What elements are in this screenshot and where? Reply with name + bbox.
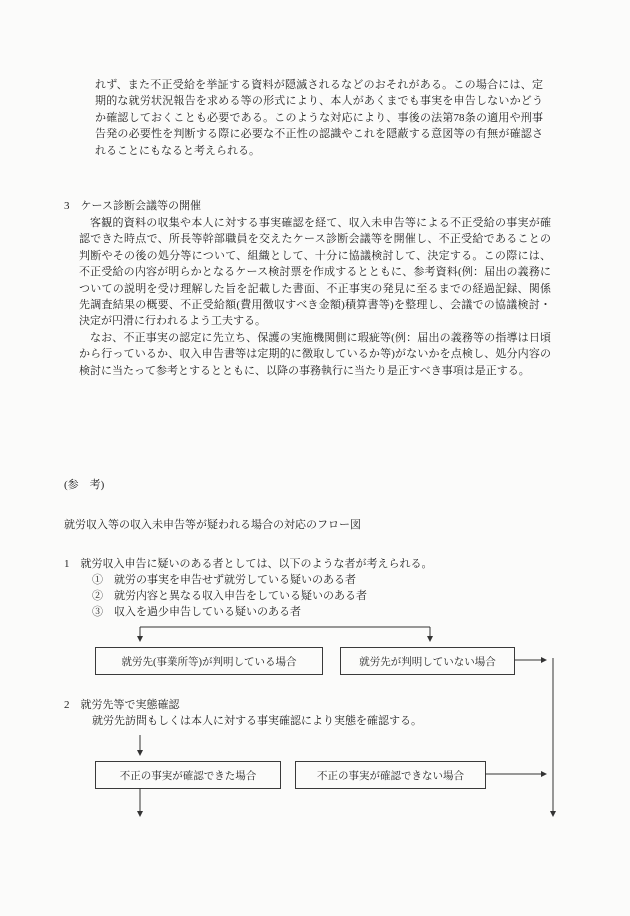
section3-paragraph-1: 客観的資料の収集や本人に対する事実確認を経て、収入未申告等による不正受給の事実が確認できた時点で、所長等幹部職員を交えたケース診断会議等を開催し、不正受給であることの判断やその後の処分等について、組織として、十分に協議検討して、決定する。この際には、不正受給の内容が明らかとなるケース検討票を作成するとともに、参考資料(例：届出の義務についての説明を受け理解した旨を記載した書面、不正事実の発見に至るまでの経過記録、関係先調査結果の概要、不正受給額(費用徴収すべき金額)積算書等)を整理し、会議での協議検討・決定が円滑に行われるよう工夫する。 [79,217,551,328]
continued-paragraph: れず、また不正受給を挙証する資料が隠滅されるなどのおそれがある。この場合には、定期的な就労状況報告を求める等の形式により、本人があくまでも事実を申告しないかどうか確認しておくことも必要である。このような対応により、事後の法第78条の適用や刑事告発の必要性を判断する際に必要な不正性の認識やこれを隠蔽する意図等の有無が確認されることにもなると考えられる。 [95,79,543,157]
flow-diagram-title: 就労収入等の収入未申告等が疑われる場合の対応のフロー図 [64,519,361,531]
section3-paragraph-2: なお、不正事実の認定に先立ち、保護の実施機関側に瑕疵等(例：届出の義務等の指導は日頃から行っているか、収入申告書等は定期的に徴取しているか等)がないかを点検し、処分内容の検討に当たって参考とするとともに、以降の事務執行に当たり是正すべき事項は是正する。 [79,331,551,377]
flow-box-employer-unknown: 就労先が判明していない場合 [340,647,515,675]
step2-heading: 2 就労先等で実態確認 [64,699,180,711]
flow-box-fraud-not-confirmed: 不正の事実が確認できない場合 [295,761,486,789]
step1-item-2: ② 就労内容と異なる収入申告をしている疑いのある者 [92,590,367,602]
step1-item-3: ③ 収入を過少申告している疑いのある者 [92,606,301,618]
section3-heading: 3 ケース診断会議等の開催 [64,200,201,212]
flow-box-fraud-confirmed: 不正の事実が確認できた場合 [95,761,281,789]
step2-body: 就労先訪問もしくは本人に対する事実確認により実態を確認する。 [92,715,422,727]
reference-label: (参 考) [64,479,105,491]
step1-item-list [92,572,433,620]
section3-body [79,215,551,379]
step1-item-1: ① 就労の事実を申告せず就労している疑いのある者 [92,574,356,586]
flow-box-employer-known: 就労先(事業所等)が判明している場合 [95,647,323,675]
flow-step-2 [64,697,422,729]
section-3 [64,198,551,379]
step1-heading: 1 就労収入申告に疑いのある者としては、以下のような者が考えられる。 [64,558,433,570]
flow-step-1 [64,556,433,620]
